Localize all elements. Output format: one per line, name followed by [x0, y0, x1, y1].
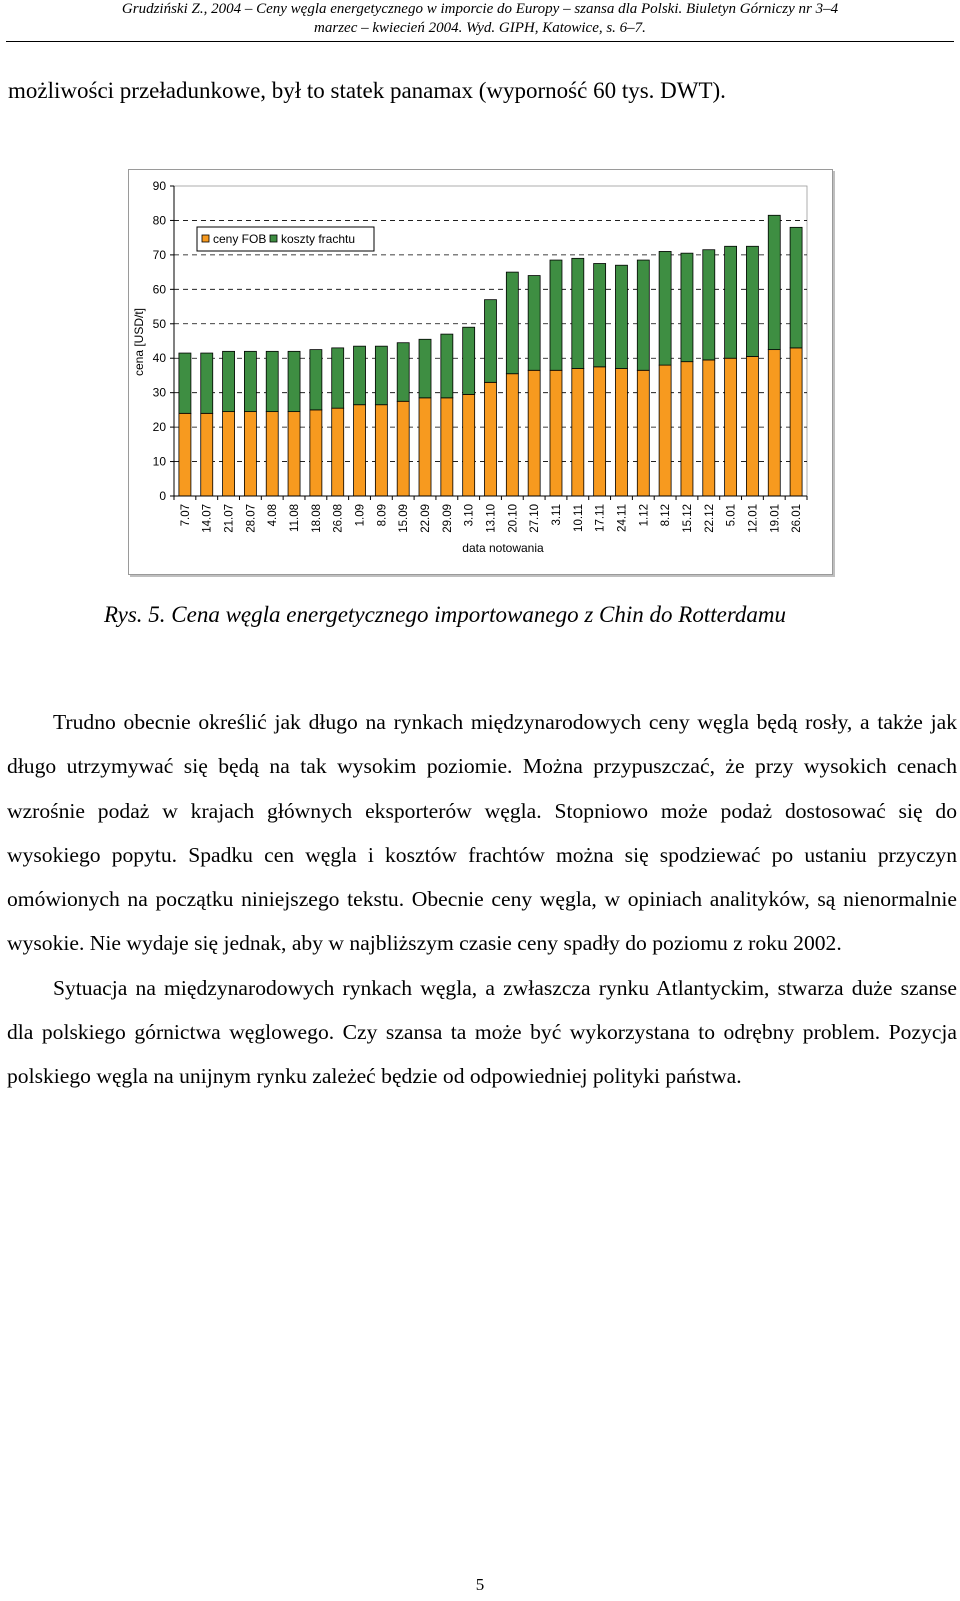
y-axis-title: cena [USD/t] [132, 307, 146, 377]
y-tick-label: 90 [152, 179, 166, 193]
x-tick-label: 20.10 [507, 504, 520, 533]
bar-fob-8.09 [375, 405, 387, 496]
bar-freight-22.12 [703, 250, 715, 360]
chart-frame [128, 169, 833, 575]
bar-fob-1.12 [637, 370, 649, 496]
legend-label-fob: ceny FOB [213, 232, 267, 246]
y-tick-label: 50 [152, 316, 166, 331]
bar-freight-5.01 [725, 246, 737, 358]
running-header [0, 0, 960, 38]
bar-fob-3.11 [550, 370, 562, 496]
bar-freight-1.09 [354, 346, 366, 405]
bar-freight-17.11 [594, 264, 606, 367]
y-tick-label: 20 [152, 420, 166, 435]
x-tick-label: 10.11 [572, 504, 585, 532]
x-tick-label: 4.08 [267, 504, 280, 527]
x-tick-label: 19.01 [769, 504, 782, 533]
x-tick-label: 3.11 [550, 504, 563, 526]
x-tick-label: 17.11 [594, 504, 607, 532]
bar-fob-24.11 [615, 369, 627, 496]
bar-fob-29.09 [441, 398, 453, 496]
bar-freight-29.09 [441, 334, 453, 398]
bar-fob-11.08 [288, 412, 300, 496]
bar-freight-26.08 [332, 348, 344, 408]
bar-freight-11.08 [288, 351, 300, 411]
bar-freight-4.08 [266, 351, 278, 411]
y-tick-label: 80 [152, 213, 166, 228]
x-tick-label: 26.01 [791, 504, 804, 533]
bar-freight-24.11 [615, 265, 627, 368]
page-number: 5 [475, 1575, 485, 1594]
bar-fob-7.07 [179, 413, 191, 496]
y-tick-label: 0 [159, 489, 166, 503]
x-tick-label: 18.08 [310, 504, 323, 533]
x-tick-label: 27.10 [529, 504, 542, 533]
x-tick-label: 15.09 [398, 504, 411, 533]
bar-freight-14.07 [201, 353, 213, 413]
x-tick-label: 7.07 [179, 504, 192, 527]
x-tick-label: 22.09 [420, 504, 433, 533]
paragraph-2: Sytuacja na międzynarodowych rynkach węgla, a zwłaszcza rynku Atlantyckim, stwarza duże szanse dla polskiego górnictwa węglowego. Czy szansa ta może być wykorzystana to odrębny problem. Pozycja polskiego węgla na unijnym rynku zależeć będzie od odpowiedniej polityki państwa. [7, 975, 957, 1089]
x-tick-label: 11.08 [289, 504, 302, 532]
x-tick-label: 12.01 [747, 504, 760, 533]
bar-fob-22.09 [419, 398, 431, 496]
bar-freight-8.12 [659, 251, 671, 365]
bar-fob-17.11 [594, 367, 606, 496]
legend-label-freight: koszty frachtu [281, 232, 356, 246]
bar-fob-3.10 [463, 394, 475, 496]
bar-freight-3.11 [550, 260, 562, 370]
bar-freight-15.12 [681, 253, 693, 362]
x-tick-label: 5.01 [725, 504, 738, 527]
bar-fob-21.07 [223, 412, 235, 496]
bar-freight-8.09 [375, 346, 387, 405]
y-tick-label: 30 [152, 385, 166, 400]
bar-freight-27.10 [528, 276, 540, 371]
x-tick-label: 1.09 [354, 504, 367, 527]
legend-swatch-freight [270, 235, 277, 242]
bar-freight-3.10 [463, 327, 475, 394]
bar-fob-20.10 [506, 374, 518, 496]
bar-fob-5.01 [725, 358, 737, 496]
bar-fob-15.09 [397, 401, 409, 496]
paragraph-1: Trudno obecnie określić jak długo na rynkach międzynarodowych ceny węgla będą rosły, a także jak długo utrzymywać się będą na tak wysokim poziomie. Można przypuszczać, że przy wysokich cenach wzrośnie podaż w krajach głównych eksporterów węgla. Stopniowo może podaż dostosować się do wysokiego popytu. Spadku cen węgla i kosztów frachtów można się spodziewać po ustaniu przyczyn omówionych na początku niniejszego tekstu. Obecnie ceny węgla, w opiniach analityków, są nienormalnie wysokie. Nie wydaje się jednak, aby w najbliższym czasie ceny spadły do poziomu z roku 2002. [7, 710, 957, 956]
bar-fob-15.12 [681, 362, 693, 496]
x-tick-label: 1.12 [638, 504, 651, 527]
x-tick-label: 26.08 [332, 504, 345, 533]
bar-fob-10.11 [572, 369, 584, 496]
header-line-2: marzec – kwiecień 2004. Wyd. GIPH, Katowice, s. 6–7. [314, 20, 646, 36]
bar-fob-27.10 [528, 370, 540, 496]
legend-swatch-fob [202, 235, 209, 242]
bar-fob-19.01 [768, 350, 780, 496]
bar-fob-1.09 [354, 405, 366, 496]
body-text [7, 700, 957, 1099]
x-tick-label: 24.11 [616, 504, 629, 532]
bar-freight-22.09 [419, 339, 431, 398]
y-tick-label: 70 [152, 247, 166, 262]
price-chart [129, 170, 832, 574]
x-tick-label: 8.12 [660, 504, 673, 527]
y-tick-label: 40 [152, 351, 166, 366]
intro-line: możliwości przeładunkowe, był to statek panamax (wyporność 60 tys. DWT). [8, 78, 726, 103]
x-tick-label: 13.10 [485, 504, 498, 533]
bar-freight-15.09 [397, 343, 409, 402]
bar-fob-28.07 [244, 412, 256, 496]
x-axis-title: data notowania [462, 541, 544, 555]
bar-fob-26.08 [332, 408, 344, 496]
figure-caption: Rys. 5. Cena węgla energetycznego importowanego z Chin do Rotterdamu [104, 602, 787, 627]
y-tick-label: 10 [152, 454, 166, 469]
x-tick-label: 3.10 [463, 504, 476, 527]
x-tick-label: 14.07 [201, 504, 214, 533]
bar-fob-26.01 [790, 348, 802, 496]
bar-freight-10.11 [572, 258, 584, 368]
bar-freight-28.07 [244, 351, 256, 411]
bar-fob-13.10 [485, 382, 497, 496]
bar-freight-13.10 [485, 300, 497, 383]
x-tick-label: 22.12 [703, 504, 716, 533]
bar-fob-18.08 [310, 410, 322, 496]
bar-fob-8.12 [659, 365, 671, 496]
bar-freight-7.07 [179, 353, 191, 413]
bar-freight-1.12 [637, 260, 649, 370]
x-tick-label: 21.07 [223, 504, 236, 533]
bar-freight-21.07 [223, 351, 235, 411]
bar-fob-4.08 [266, 412, 278, 496]
bar-freight-26.01 [790, 227, 802, 348]
bar-freight-20.10 [506, 272, 518, 374]
x-tick-label: 8.09 [376, 504, 389, 527]
y-tick-label: 60 [152, 282, 166, 297]
bar-freight-19.01 [768, 215, 780, 349]
bar-fob-14.07 [201, 413, 213, 496]
x-tick-label: 28.07 [245, 504, 258, 533]
x-tick-label: 15.12 [681, 504, 694, 533]
bar-fob-22.12 [703, 360, 715, 496]
bar-freight-18.08 [310, 350, 322, 410]
bar-fob-12.01 [746, 357, 758, 497]
header-divider [6, 41, 954, 42]
bar-freight-12.01 [746, 246, 758, 356]
header-line-1: Grudziński Z., 2004 – Ceny węgla energetycznego w imporcie do Europy – szansa dla Polski. Biuletyn Górniczy nr 3–4 [121, 1, 839, 17]
x-tick-label: 29.09 [441, 504, 454, 533]
